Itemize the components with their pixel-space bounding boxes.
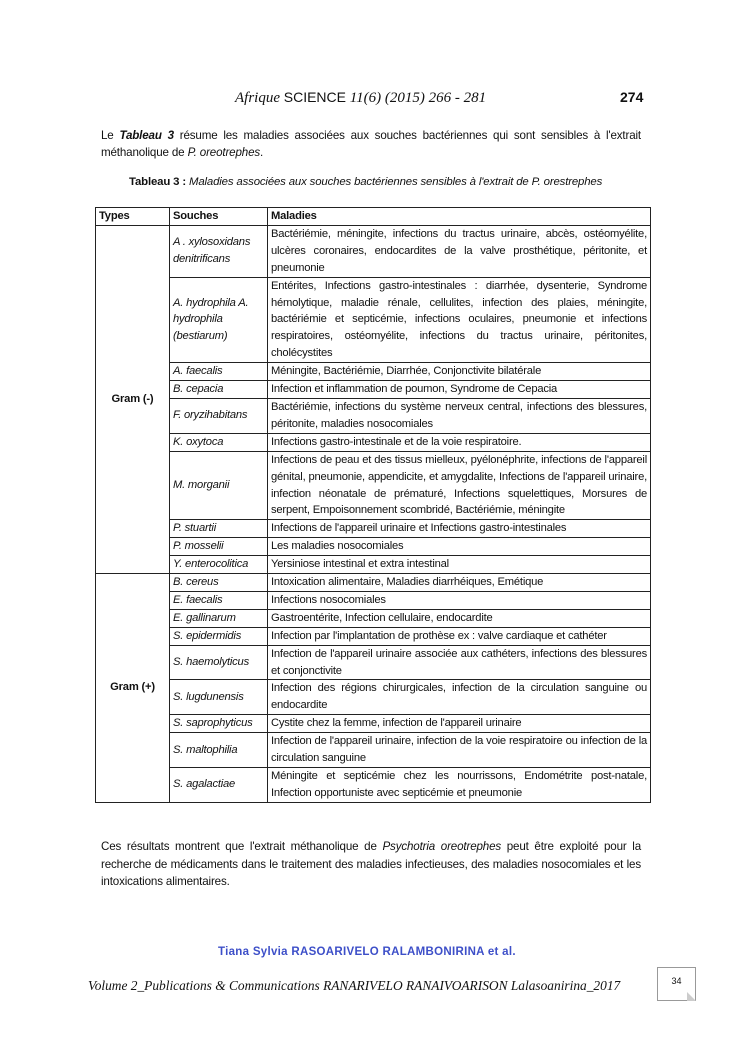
souche-cell: B. cepacia	[170, 381, 268, 399]
maladies-cell: Infections de l'appareil urinaire et Infections gastro-intestinales	[268, 520, 651, 538]
maladies-cell: Infections gastro-intestinale et de la voie respiratoire.	[268, 433, 651, 451]
maladies-cell: Méningite, Bactériémie, Diarrhée, Conjonctivite bilatérale	[268, 363, 651, 381]
table-row	[96, 451, 651, 520]
table-row	[96, 680, 651, 715]
table-row	[96, 277, 651, 363]
maladies-cell: Les maladies nosocomiales	[268, 538, 651, 556]
intro-text-3: .	[260, 145, 264, 159]
table-row	[96, 398, 651, 433]
souche-cell: S. haemolyticus	[170, 645, 268, 680]
conclusion-paragraph	[101, 838, 641, 891]
journal-italic: Afrique	[235, 90, 280, 106]
conclusion-text-1: Ces résultats montrent que l'extrait méthanolique de	[101, 840, 383, 853]
souche-cell: A . xylosoxidans denitrificans	[170, 225, 268, 277]
souche-cell: P. stuartii	[170, 520, 268, 538]
intro-paragraph	[101, 128, 641, 161]
table-row	[96, 225, 651, 277]
bacteria-diseases-table	[95, 207, 651, 803]
maladies-cell: Infection de l'appareil urinaire, infection de la voie respiratoire ou infection de la circulation sanguine	[268, 733, 651, 768]
maladies-cell: Bactériémie, méningite, infections du tractus urinaire, abcès, ostéomyélite, ulcères coronaires, endocardites de la valve prosthétique, péritonite, et pneumonie	[268, 225, 651, 277]
table-row	[96, 556, 651, 574]
table-row	[96, 574, 651, 592]
caption-text: Maladies associées aux souches bactériennes sensibles à l'extrait de P. orestrephes	[186, 176, 603, 188]
group-gram-positive: Gram (+)	[96, 574, 170, 803]
footer-page-number: 34	[671, 976, 682, 986]
header-souches: Souches	[170, 208, 268, 226]
souche-cell: E. gallinarum	[170, 609, 268, 627]
souche-cell: F. oryzihabitans	[170, 398, 268, 433]
maladies-cell: Infection par l'implantation de prothèse ex : valve cardiaque et cathéter	[268, 627, 651, 645]
table-row	[96, 538, 651, 556]
journal-citation: 11(6) (2015) 266 - 281	[349, 90, 487, 106]
intro-text-1: Le	[101, 129, 120, 142]
maladies-cell: Intoxication alimentaire, Maladies diarrhéiques, Emétique	[268, 574, 651, 592]
group-gram-negative: Gram (-)	[96, 225, 170, 573]
souche-cell: S. saprophyticus	[170, 715, 268, 733]
maladies-cell: Infection et inflammation de poumon, Syndrome de Cepacia	[268, 381, 651, 399]
running-header	[235, 89, 486, 107]
table-row	[96, 363, 651, 381]
maladies-cell: Yersiniose intestinal et extra intestinal	[268, 556, 651, 574]
souche-cell: M. morganii	[170, 451, 268, 520]
table-row	[96, 733, 651, 768]
souche-cell: K. oxytoca	[170, 433, 268, 451]
table-row	[96, 591, 651, 609]
souche-cell: P. mosselii	[170, 538, 268, 556]
souche-cell: S. lugdunensis	[170, 680, 268, 715]
souche-cell: B. cereus	[170, 574, 268, 592]
maladies-cell: Infections de peau et des tissus mielleux, pyélonéphrite, infections de l'appareil génital, pneumonie, appendicite, et amygdalite, Infections de l'appareil urinaire, infection néonatale de prématuré, Infections squelettiques, Morsures de serpent, Empoisonnement scombridé, Bactériémie, méningite	[268, 451, 651, 520]
souche-cell: S. maltophilia	[170, 733, 268, 768]
caption-label: Tableau 3 :	[129, 176, 187, 188]
maladies-cell: Cystite chez la femme, infection de l'appareil urinaire	[268, 715, 651, 733]
maladies-cell: Gastroentérite, Infection cellulaire, endocardite	[268, 609, 651, 627]
header-maladies: Maladies	[268, 208, 651, 226]
souche-cell: Y. enterocolitica	[170, 556, 268, 574]
table-row	[96, 715, 651, 733]
page-fold-icon	[687, 992, 696, 1001]
souche-cell: S. epidermidis	[170, 627, 268, 645]
table-row	[96, 768, 651, 803]
maladies-cell: Méningite et septicémie chez les nourrissons, Endométrite post-natale, Infection opportuniste avec septicémie et pneumonie	[268, 768, 651, 803]
table-row	[96, 609, 651, 627]
maladies-cell: Infection des régions chirurgicales, infection de la circulation sanguine ou endocardite	[268, 680, 651, 715]
maladies-cell: Infection de l'appareil urinaire associée aux cathéters, infections des blessures et conjonctivite	[268, 645, 651, 680]
souche-cell: A. faecalis	[170, 363, 268, 381]
maladies-cell: Entérites, Infections gastro-intestinales : diarrhée, dysenterie, Syndrome hémolytique, maladie rénale, cellulites, infection des plaies, méningite, bactériémie et septicémie, infections oculaires, pneumonie et infections respiratoires, ostéomyélite, infections du tractus urinaire, péritonites, cholécystites	[268, 277, 651, 363]
table-caption	[129, 176, 649, 188]
table-reference: Tableau 3	[119, 129, 174, 142]
table-row	[96, 627, 651, 645]
souche-cell: A. hydrophila A. hydrophila (bestiarum)	[170, 277, 268, 363]
maladies-cell: Bactériémie, infections du système nerveux central, infections des blessures, péritonite, maladies nosocomiales	[268, 398, 651, 433]
maladies-cell: Infections nosocomiales	[268, 591, 651, 609]
table-row	[96, 645, 651, 680]
page-corner-box	[657, 967, 696, 1001]
souche-cell: E. faecalis	[170, 591, 268, 609]
conclusion-text-2: peut être exploité pour la recherche de médicaments dans le traitement des maladies infectieuses, des maladies nosocomiales et les intoxications alimentaires.	[101, 840, 642, 888]
intro-text-2: résume les maladies associées aux souches bactériennes qui sont sensibles à l'extrait méthanolique de	[101, 129, 642, 159]
journal-name: SCIENCE	[283, 89, 346, 105]
table-row	[96, 433, 651, 451]
header-types: Types	[96, 208, 170, 226]
page-number: 274	[620, 89, 644, 105]
table-row	[96, 381, 651, 399]
conclusion-species: Psychotria oreotrephes	[382, 840, 502, 853]
table-header-row	[96, 208, 651, 226]
authors-line: Tiana Sylvia RASOARIVELO RALAMBONIRINA et al.	[218, 946, 516, 958]
table-row	[96, 520, 651, 538]
intro-species: P. oreotrephes	[187, 145, 261, 159]
souche-cell: S. agalactiae	[170, 768, 268, 803]
volume-footer: Volume 2_Publications & Communications RANARIVELO RANAIVOARISON Lalasoanirina_2017	[88, 978, 621, 993]
